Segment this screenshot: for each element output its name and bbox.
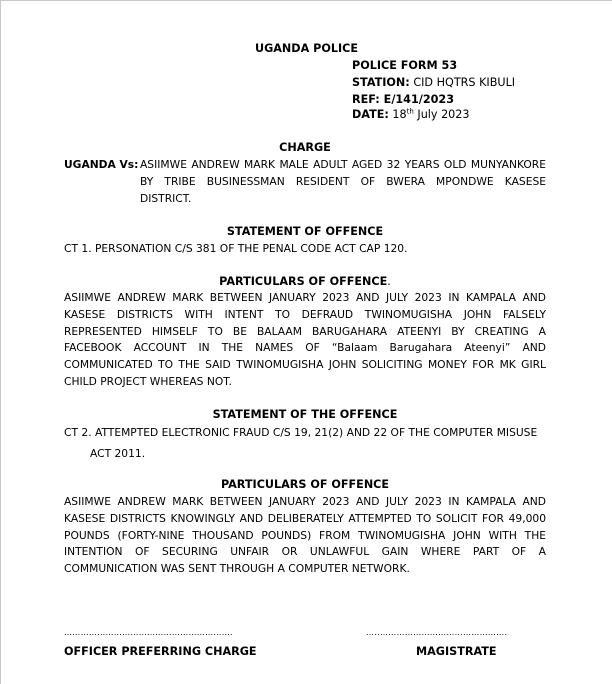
station-line [352, 76, 515, 89]
particulars-1-period: . [387, 275, 391, 288]
form-number: POLICE FORM 53 [352, 59, 458, 72]
date-suffix: th [406, 107, 414, 116]
station-value: CID HQTRS KIBULI [413, 76, 516, 89]
particulars-2-text: ASIIMWE ANDREW MARK BETWEEN JANUARY 2023 AND JULY 2023 IN KAMPALA AND KASESE DISTRICTS KNOWINGLY AND DELIBERATELY ATTEMPTED TO SOLICIT FOR 49,000 POUNDS (FORTY-NINE THOUSAND POUNDS) FROM TWINOMUGISHA JOHN WITH THE INTENTION OF SECURING UNFAIR OR UNLAWFUL GAIN WHERE PART OF A COMMUNICATION WAS SENT THROUGH A COMPUTER NETWORK. [64, 495, 546, 576]
date-label: DATE: [352, 108, 389, 121]
ref-label: REF: [352, 93, 380, 106]
statement-of-offence-2-line2: ACT 2011. [90, 447, 146, 460]
charge-title: CHARGE [279, 141, 331, 154]
ref-line [352, 93, 454, 106]
particulars-2-title: PARTICULARS OF OFFENCE [220, 478, 390, 491]
particulars-1-title: PARTICULARS OF OFFENCE [219, 275, 388, 288]
officer-signature-line: ……………………………………………………. [64, 628, 233, 637]
page-edge-left [0, 0, 1, 684]
accused-label: UGANDA Vs: [64, 158, 139, 171]
date-line [352, 108, 470, 121]
statement-of-offence-1-title: STATEMENT OF OFFENCE [226, 225, 384, 238]
particulars-1-text: ASIIMWE ANDREW MARK BETWEEN JANUARY 2023 AND JULY 2023 IN KAMPALA AND KASESE DISTRICTS WITH INTENT TO DEFRAUD TWINOMUGISHA JOHN FALSELY REPRESENTED HIMSELF TO BE BALAAM BARUGAHARA ATEENYI BY CREATING A FACEBOOK ACCOUNT IN THE NAMES OF “Balaam Barugahara Ateenyi” AND COMMUNICATED TO THE SAID TWINOMUGISHA JOHN SOLICITING MONEY FOR MK GIRL CHILD PROJECT WHEREAS NOT. [64, 291, 546, 388]
statement-of-offence-2-title: STATEMENT OF THE OFFENCE [212, 408, 398, 421]
statement-of-offence-2-line1: CT 2. ATTEMPTED ELECTRONIC FRAUD C/S 19, 21(2) AND 22 OF THE COMPUTER MISUSE [64, 426, 538, 439]
magistrate-signature-line: …..………………………………………. [366, 628, 508, 637]
accused-text: ASIIMWE ANDREW MARK MALE ADULT AGED 32 YEARS OLD MUNYANKORE BY TRIBE BUSINESSMAN RESIDENT OF BWERA MPONDWE KASESE DISTRICT. [140, 158, 546, 205]
org-title: UGANDA POLICE [255, 42, 358, 55]
magistrate-label: MAGISTRATE [416, 645, 497, 658]
ref-value: E/141/2023 [383, 93, 454, 106]
date-day: 18 [392, 108, 407, 121]
station-label: STATION: [352, 76, 410, 89]
statement-of-offence-1-text: CT 1. PERSONATION C/S 381 OF THE PENAL CODE ACT CAP 120. [64, 242, 408, 255]
particulars-1-title-line [64, 275, 546, 288]
officer-label: OFFICER PREFERRING CHARGE [64, 645, 257, 658]
page-edge-top [0, 0, 612, 1]
date-rest: July 2023 [417, 108, 470, 121]
